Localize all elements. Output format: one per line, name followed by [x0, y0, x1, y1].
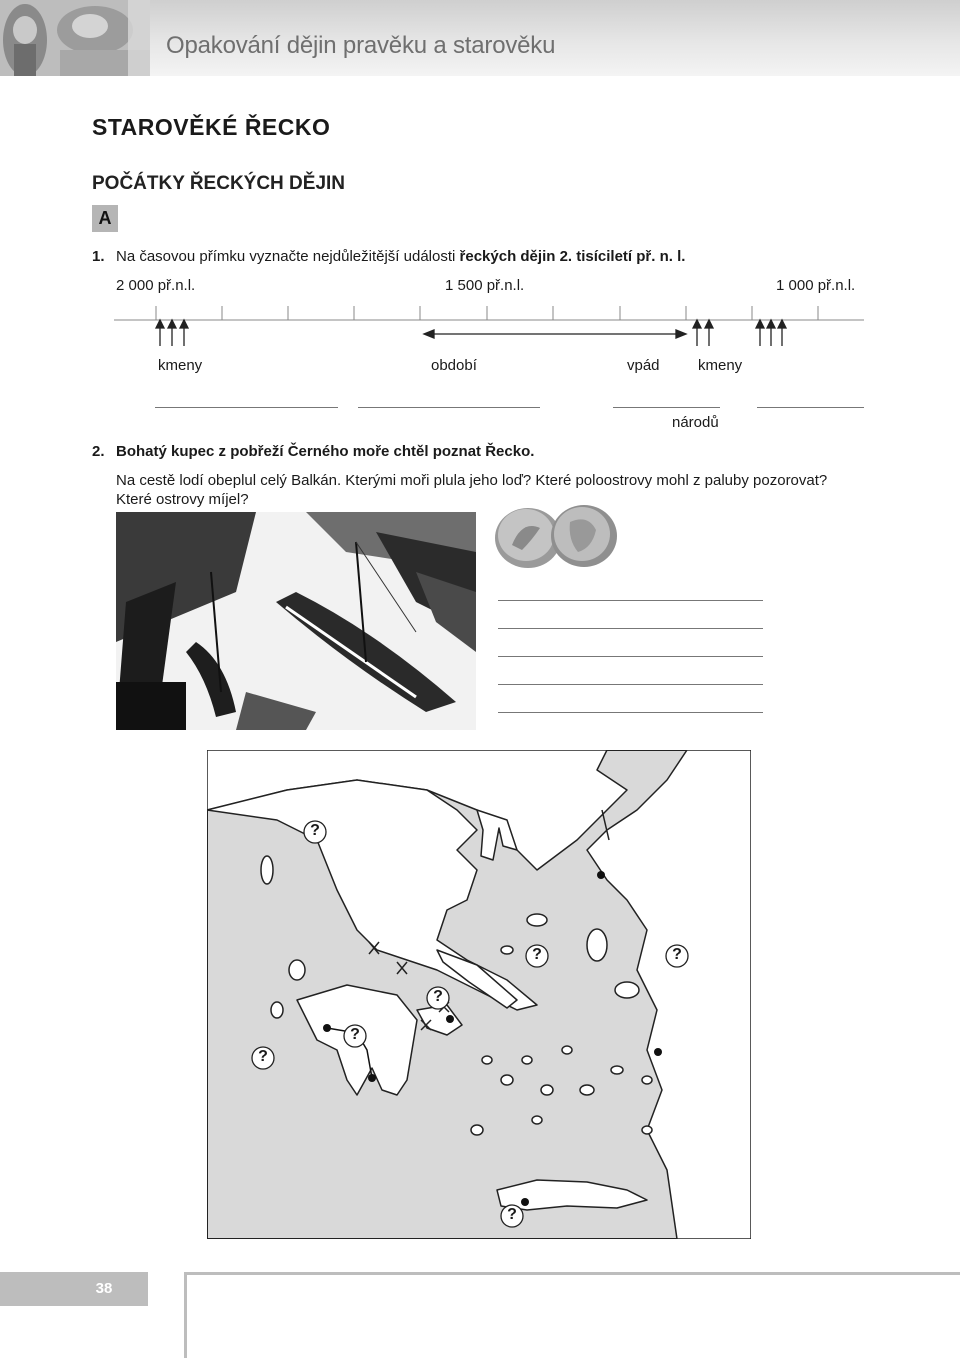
answer-line[interactable] [757, 407, 864, 408]
timeline-label-1000: 1 000 př.n.l. [776, 277, 856, 294]
map-question-mark: ? [532, 946, 542, 963]
map-question-mark: ? [258, 1048, 268, 1065]
answer-line[interactable] [498, 684, 763, 685]
timeline-label-1500: 1 500 př.n.l. [445, 277, 525, 294]
page-number: 38 [95, 1280, 113, 1297]
map-question-mark: ? [507, 1206, 517, 1223]
task1-text-plain: Na časovou přímku vyznačte nejdůležitější události [116, 248, 460, 265]
task2-line1: Na cestě lodí obeplul celý Balkán. Kterými moři plula jeho loď? Které poloostrovy mohl z paluby pozorovat? [116, 472, 828, 489]
answer-line[interactable] [498, 600, 763, 601]
section-title: STAROVĚKÉ ŘECKO [92, 114, 331, 140]
map-question-mark: ? [433, 988, 443, 1005]
sub-title: POČÁTKY ŘECKÝCH DĚJIN [92, 173, 346, 194]
greek-coins-photo [492, 500, 620, 570]
task2-heading: Bohatý kupec z pobřeží Černého moře chtěl poznat Řecko. [116, 443, 535, 460]
timeline-note-narodu: národů [672, 414, 719, 431]
section-badge: A [92, 205, 118, 232]
task1-text [116, 248, 685, 265]
timeline-label-2000: 2 000 př.n.l. [116, 277, 196, 294]
task2-line2: Které ostrovy míjel? [116, 491, 249, 508]
timeline-note-obdobi: období [431, 357, 477, 374]
task1-text-bold: řeckých dějin 2. tisíciletí př. n. l. [459, 248, 686, 265]
answer-line[interactable] [498, 628, 763, 629]
timeline-note-kmeny-right: kmeny [698, 357, 743, 374]
timeline-note-kmeny-left: kmeny [158, 357, 203, 374]
greece-map [207, 750, 751, 1239]
ancient-statues-photo [0, 0, 150, 76]
answer-line[interactable] [498, 656, 763, 657]
ancient-ships-photo [116, 512, 476, 730]
header-title: Opakování dějin pravěku a starověku [166, 32, 556, 59]
footer-frame [184, 1272, 960, 1358]
timeline-note-vpad: vpád [627, 357, 660, 374]
map-question-mark: ? [310, 822, 320, 839]
answer-line[interactable] [358, 407, 540, 408]
answer-line[interactable] [155, 407, 338, 408]
timeline [0, 300, 960, 360]
answer-line[interactable] [498, 712, 763, 713]
task1-number: 1. [92, 248, 105, 265]
answer-line[interactable] [613, 407, 720, 408]
task2-number: 2. [92, 443, 105, 460]
map-question-mark: ? [672, 946, 682, 963]
map-question-mark: ? [350, 1026, 360, 1043]
